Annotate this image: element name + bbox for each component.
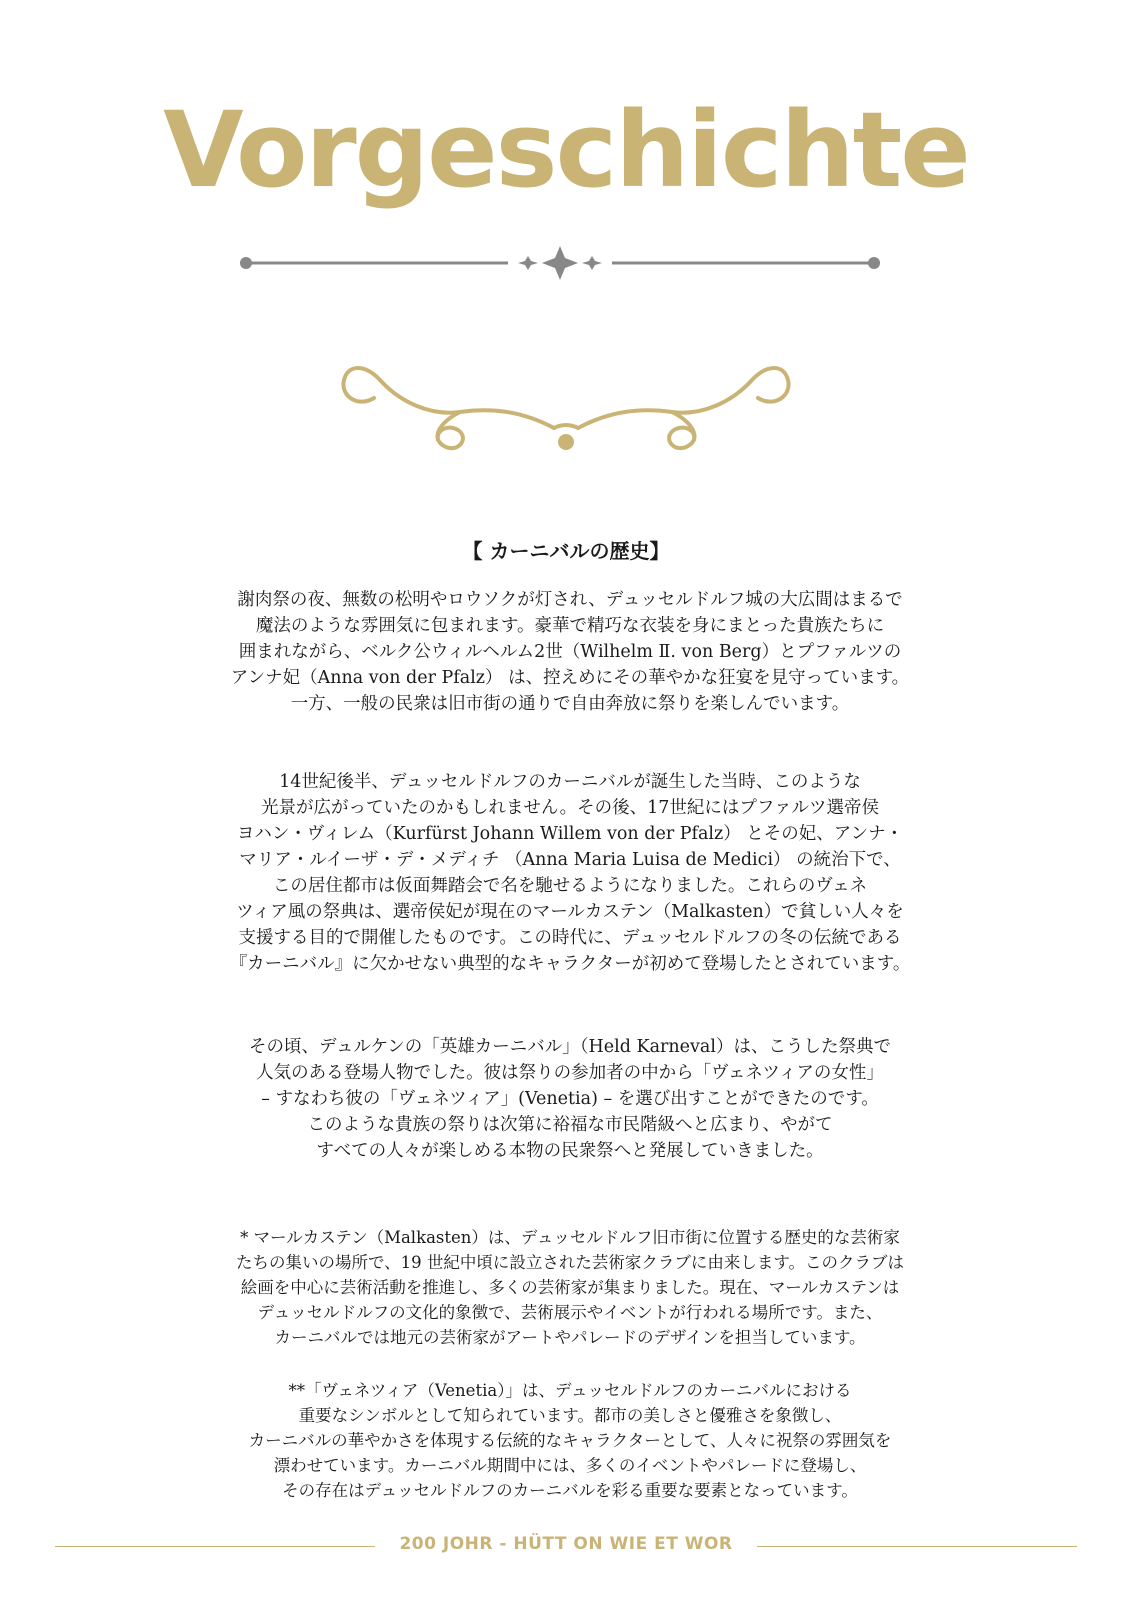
- paragraph-line: 一方、一般の民衆は旧市街の通りで自由奔放に祭りを楽しんでいます。: [290, 694, 850, 714]
- section-heading: 【 カーニバルの歴史】: [462, 539, 670, 563]
- paragraph-line: **「ヴェネツィア（Venetia）」は、デュッセルドルフのカーニバルにおける: [288, 1381, 852, 1400]
- paragraph-line: すべての人々が楽しめる本物の民衆祭へと発展していきました。: [316, 1141, 824, 1161]
- paragraph-line: たちの集いの場所で、19 世紀中頃に設立された芸術家クラブに由来します。このクラブは: [235, 1253, 905, 1272]
- footnote-venetia: [180, 1378, 960, 1503]
- paragraph-line: このような貴族の祭りは次第に裕福な市民階級へと広まり、やがて: [307, 1115, 833, 1135]
- paragraph-line: 謝肉祭の夜、無数の松明やロウソクが灯され、デュッセルドルフ城の大広間はまるで: [237, 590, 903, 610]
- paragraph-line: 支援する目的で開催したものです。この時代に、デュッセルドルフの冬の伝統である: [238, 928, 902, 948]
- paragraph-line: 魔法のような雰囲気に包まれます。豪華で精巧な衣装を身にまとった貴族たちに: [255, 616, 885, 636]
- paragraph-line: 重要なシンボルとして知られています。都市の美しさと優雅さを象徴し、: [298, 1406, 842, 1425]
- paragraph-line: ヨハン・ヴィレム（Kurfürst Johann Willem von der Pfalz） とその妃、アンナ・: [236, 824, 904, 844]
- paragraph-line: 漂わせています。カーニバル期間中には、多くのイベントやパレードに登場し、: [273, 1456, 867, 1475]
- sparkle-divider-icon: [240, 246, 880, 280]
- footer-rule-right: [757, 1546, 1077, 1547]
- page-footer: [55, 1534, 1077, 1558]
- paragraph-line: 『カーニバル』に欠かせない典型的なキャラクターが初めて登場したとされています。: [229, 954, 911, 974]
- footer-text: 200 JOHR - HÜTT ON WIE ET WOR: [399, 1534, 733, 1554]
- paragraph-line: 絵画を中心に芸術活動を推進し、多くの芸術家が集まりました。現在、マールカステンは: [240, 1278, 900, 1297]
- paragraph-line: 人気のある登場人物でした。彼は祭りの参加者の中から「ヴェネツィアの女性」: [256, 1063, 884, 1083]
- paragraph-line: その頃、デュルケンの「英雄カーニバル」（Held Karneval）は、こうした祭典で: [249, 1037, 891, 1057]
- paragraph-line: カーニバルでは地元の芸術家がアートやパレードのデザインを担当しています。: [274, 1328, 866, 1347]
- paragraph-1: [180, 587, 960, 717]
- paragraph-line: 囲まれながら、ベルク公ウィルヘルム2世（Wilhelm Ⅱ. von Berg）とプファルツの: [238, 642, 902, 662]
- paragraph-2: [180, 769, 960, 977]
- paragraph-line: その存在はデュッセルドルフのカーニバルを彩る重要な要素となっています。: [282, 1481, 858, 1500]
- paragraph-3: [180, 1034, 960, 1164]
- paragraph-line: アンナ妃（Anna von der Pfalz） は、控えめにその華やかな狂宴を見守っています。: [230, 668, 910, 688]
- footnote-malkasten: [180, 1225, 960, 1350]
- paragraph-line: デュッセルドルフの文化的象徴で、芸術展示やイベントが行われる場所です。また、: [257, 1303, 883, 1322]
- paragraph-line: – すなわち彼の「ヴェネツィア」(Venetia) – を選び出すことができたのです。: [261, 1089, 879, 1109]
- paragraph-line: この居住都市は仮面舞踏会で名を馳せるようになりました。これらのヴェネ: [272, 876, 868, 896]
- paragraph-line: 14世紀後半、デュッセルドルフのカーニバルが誕生した当時、このような: [279, 772, 861, 792]
- paragraph-line: 光景が広がっていたのかもしれません。その後、17世紀にはプファルツ選帝侯: [261, 798, 879, 818]
- paragraph-line: ツィア風の祭典は、選帝侯妃が現在のマールカステン（Malkasten）で貧しい人々を: [236, 902, 904, 922]
- paragraph-line: カーニバルの華やかさを体現する伝統的なキャラクターとして、人々に祝祭の雰囲気を: [248, 1431, 892, 1450]
- paragraph-line: マリア・ルイーザ・デ・メディチ （Anna Maria Luisa de Medici） の統治下で、: [239, 850, 901, 870]
- paragraph-line: * マールカステン（Malkasten）は、デュッセルドルフ旧市街に位置する歴史的な芸術家: [240, 1228, 900, 1247]
- flourish-ornament-icon: [340, 350, 792, 460]
- page-title: Vorgeschichte: [163, 89, 969, 211]
